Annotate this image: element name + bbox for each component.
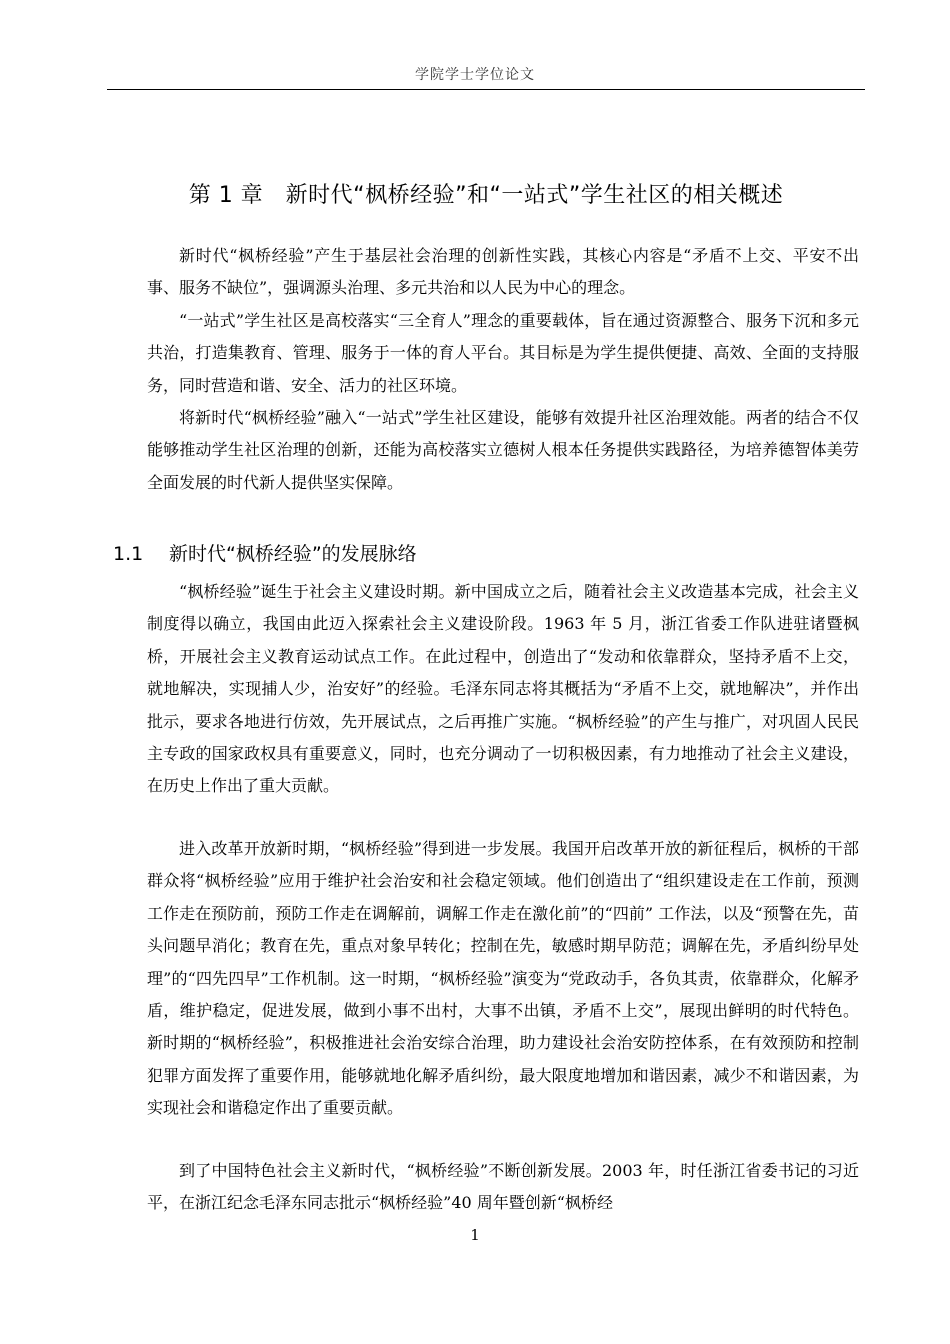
section-paragraph-3: 到了中国特色社会主义新时代，“枫桥经验”不断创新发展。2003 年，时任浙江省委书记的习近平，在浙江纪念毛泽东同志批示“枫桥经验”40 周年暨创新“枫桥经 (147, 1161, 859, 1213)
header-divider (107, 89, 865, 90)
page-number: 1 (470, 1226, 480, 1244)
section-number: 1.1 (113, 543, 144, 565)
section-title: 新时代“枫桥经验”的发展脉络 (169, 543, 417, 565)
chapter-paragraph-1: 新时代“枫桥经验”产生于基层社会治理的创新性实践，其核心内容是“矛盾不上交、平安不出事、服务不缺位”，强调源头治理、多元共治和以人民为中心的理念。 (147, 246, 859, 298)
chapter-paragraph-2: “一站式”学生社区是高校落实“三全育人”理念的重要载体，旨在通过资源整合、服务下沉和多元共治，打造集教育、管理、服务于一体的育人平台。其目标是为学生提供便捷、高效、全面的支持服务，同时营造和谐、安全、活力的社区环境。 (147, 311, 859, 395)
chapter-paragraph-3: 将新时代“枫桥经验”融入“一站式”学生社区建设，能够有效提升社区治理效能。两者的结合不仅能够推动学生社区治理的创新，还能为高校落实立德树人根本任务提供实践路径，为培养德智体美劳全面发展的时代新人提供坚实保障。 (147, 408, 859, 492)
chapter-title: 第 1 章 新时代“枫桥经验”和“一站式”学生社区的相关概述 (188, 183, 784, 208)
section-paragraph-2: 进入改革开放新时期，“枫桥经验”得到进一步发展。我国开启改革开放的新征程后，枫桥的干部群众将“枫桥经验”应用于维护社会治安和社会稳定领域。他们创造出了“组织建设走在工作前，预测工作走在预防前，预防工作走在调解前，调解工作走在激化前”的“四前” 工作法，以及“预警在先，苗头问题早消化；教育在先，重点对象早转化；控制在先，敏感时期早防范；调解在先，矛盾纠纷早处理”的“四先四早”工作机制。这一时期，“枫桥经验”演变为“党政动手，各负其责，依靠群众，化解矛盾，维护稳定，促进发展，做到小事不出村，大事不出镇，矛盾不上交”，展现出鲜明的时代特色。新时期的“枫桥经验”，积极推进社会治安综合治理，助力建设社会治安防控体系，在有效预防和控制犯罪方面发挥了重要作用，能够就地化解矛盾纠纷，最大限度地增加和谐因素，减少不和谐因素，为实现社会和谐稳定作出了重要贡献。 (147, 839, 859, 1118)
section-heading (113, 539, 417, 566)
section-paragraph-1: “枫桥经验”诞生于社会主义建设时期。新中国成立之后，随着社会主义改造基本完成，社会主义制度得以确立，我国由此迈入探索社会主义建设阶段。1963 年 5 月，浙江省委工作队进驻诸暨枫桥，开展社会主义教育运动试点工作。在此过程中，创造出了“发动和依靠群众，坚持矛盾不上交，就地解决，实现捕人少，治安好”的经验。毛泽东同志将其概括为“矛盾不上交，就地解决”，并作出批示，要求各地进行仿效，先开展试点，之后再推广实施。“枫桥经验”的产生与推广，对巩固人民民主专政的国家政权具有重要意义，同时，也充分调动了一切积极因素，有力地推动了社会主义建设，在历史上作出了重大贡献。 (147, 582, 859, 796)
running-header: 学院学士学位论文 (415, 67, 535, 83)
